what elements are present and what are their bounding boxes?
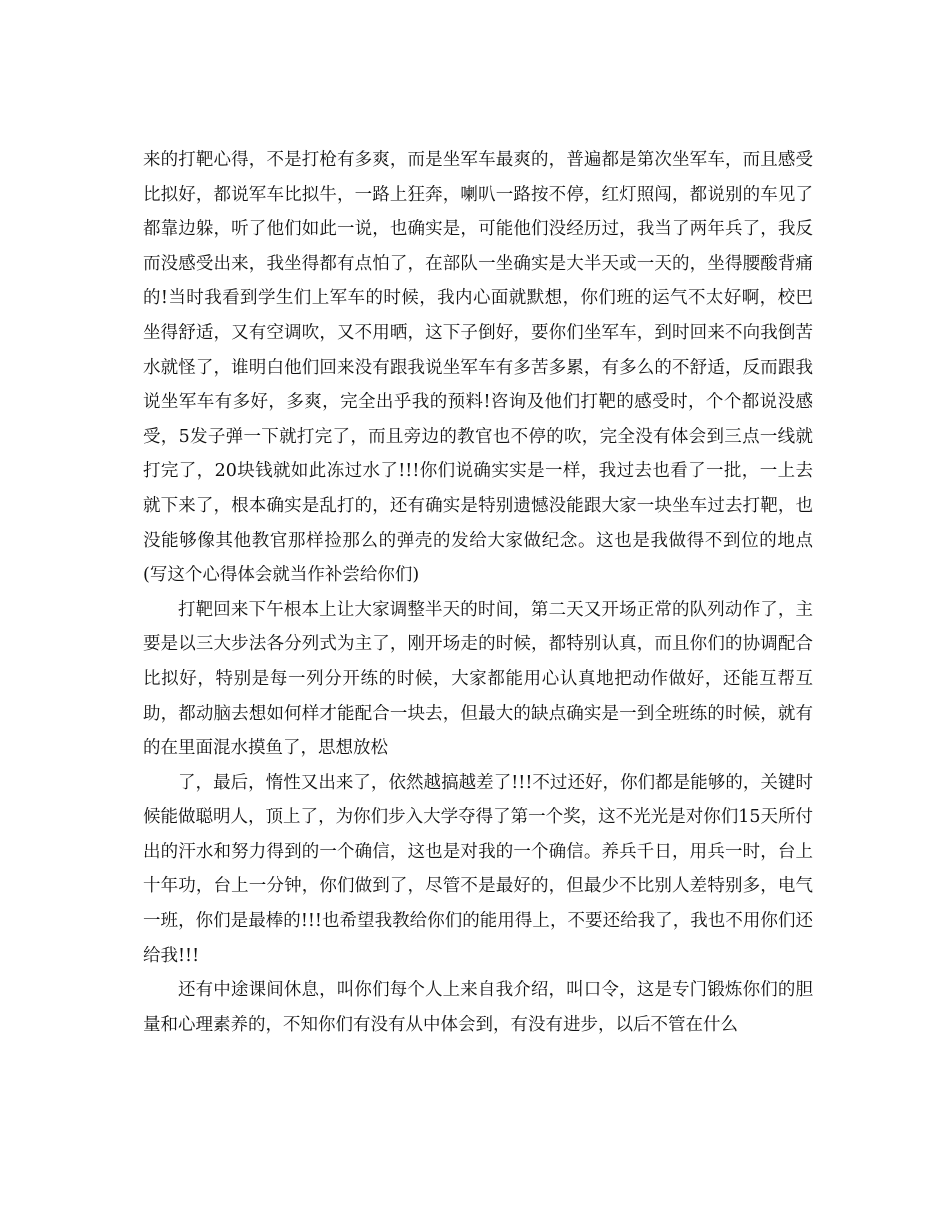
- paragraph-2: 打靶回来下午根本上让大家调整半天的时间，第二天又开场正常的队列动作了，主要是以三大步法各分列式为主了，刚开场走的时候，都特别认真，而且你们的协调配合比拟好，特别是每一列分开练的时候，大家都能用心认真地把动作做好，还能互帮互助，都动脑去想如何样才能配合一块去，但最大的缺点确实是一到全班练的时候，就有的在里面混水摸鱼了，思想放松: [143, 599, 813, 759]
- paragraph-3: 了，最后，惰性又出来了，依然越搞越差了!!!不过还好，你们都是能够的，关键时候能做聪明人，顶上了，为你们步入大学夺得了第一个奖，这不光光是对你们15天所付出的汗水和努力得到的一个确信，这也是对我的一个确信。养兵千日，用兵一时，台上十年功，台上一分钟，你们做到了，尽管不是最好的，但最少不比别人差特别多，电气一班，你们是最棒的!!!也希望我教给你们的能用得上，不要还给我了，我也不用你们还给我!!!: [143, 772, 813, 966]
- paragraph-4: 还有中途课间休息，叫你们每个人上来自我介绍，叫口令，这是专门锻炼你们的胆量和心理素养的，不知你们有没有从中体会到，有没有进步，以后不管在什么: [143, 980, 813, 1035]
- paragraph-1: 来的打靶心得，不是打枪有多爽，而是坐军车最爽的，普遍都是第次坐军车，而且感受比拟好，都说军车比拟牛，一路上狂奔，喇叭一路按不停，红灯照闯，都说别的车见了都靠边躲，听了他们如此一说，也确实是，可能他们没经历过，我当了两年兵了，我反而没感受出来，我坐得都有点怕了，在部队一坐确实是大半天或一天的，坐得腰酸背痛的!当时我看到学生们上军车的时候，我内心面就默想，你们班的运气不太好啊，校巴坐得舒适，又有空调吹，又不用晒，这下子倒好，要你们坐军车，到时回来不向我倒苦水就怪了，谁明白他们回来没有跟我说坐军车有多苦多累，有多么的不舒适，反而跟我说坐军车有多好，多爽，完全出乎我的预料!咨询及他们打靶的感受时，个个都说没感受，5发子弹一下就打完了，而且旁边的教官也不停的吹，完全没有体会到三点一线就打完了，20块钱就如此冻过水了!!!你们说确实实是一样，我过去也看了一批，一上去就下来了，根本确实是乱打的，还有确实是特别遗憾没能跟大家一块坐车过去打靶，也没能够像其他教官那样捡那么的弹壳的发给大家做纪念。这也是我做得不到位的地点(写这个心得体会就当作补尝给你们): [143, 150, 813, 586]
- document-page: [143, 143, 813, 1042]
